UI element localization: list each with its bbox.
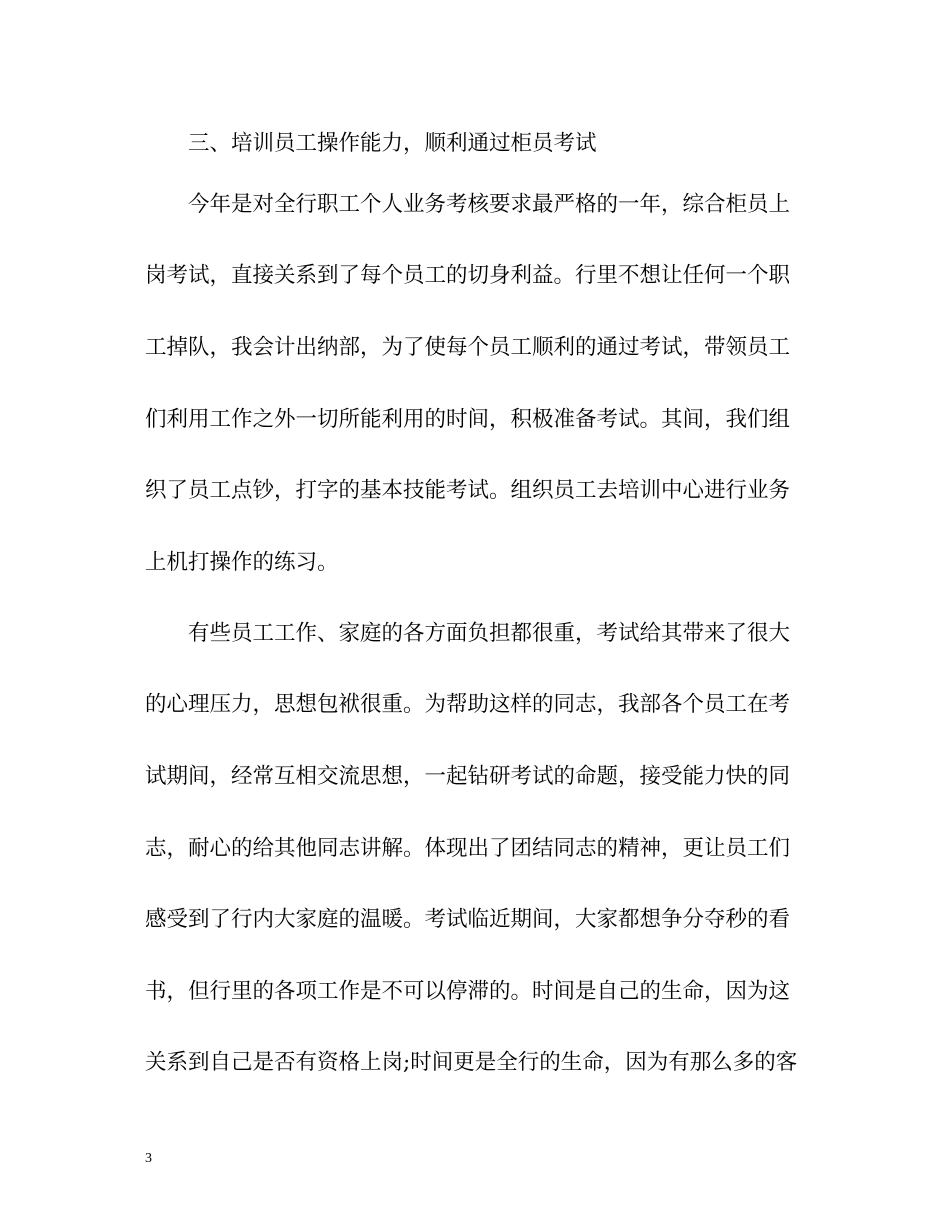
paragraph-line: 志，耐心的给其他同志讲解。体现出了团结同志的精神，更让员工们 [145,836,791,861]
paragraph-line: 关系到自己是否有资格上岗;时间更是全行的生命，因为有那么多的客 [145,1050,798,1075]
paragraph-line: 上机打操作的练习。 [145,550,339,575]
paragraph-line: 岗考试，直接关系到了每个员工的切身利益。行里不想让任何一个职 [145,263,791,288]
paragraph-line: 的心理压力，思想包袱很重。为帮助这样的同志，我部各个员工在考 [145,692,791,717]
paragraph-line: 织了员工点钞，打字的基本技能考试。组织员工去培训中心进行业务 [145,478,791,503]
paragraph-line: 有些员工工作、家庭的各方面负担都很重，考试给其带来了很大 [188,621,791,646]
paragraph-line: 们利用工作之外一切所能利用的时间，积极准备考试。其间，我们组 [145,407,791,432]
page-number: 3 [145,1151,152,1166]
paragraph-line: 今年是对全行职工个人业务考核要求最严格的一年，综合柜员上 [188,192,791,217]
paragraph-line: 感受到了行内大家庭的温暖。考试临近期间，大家都想争分夺秒的看 [145,907,791,932]
paragraph-line: 工掉队，我会计出纳部，为了使每个员工顺利的通过考试，带领员工 [145,335,791,360]
section-heading: 三、培训员工操作能力，顺利通过柜员考试 [188,131,597,156]
paragraph-line: 试期间，经常互相交流思想，一起钻研考试的命题，接受能力快的同 [145,764,791,789]
paragraph-line: 书，但行里的各项工作是不可以停滞的。时间是自己的生命，因为这 [145,979,791,1004]
